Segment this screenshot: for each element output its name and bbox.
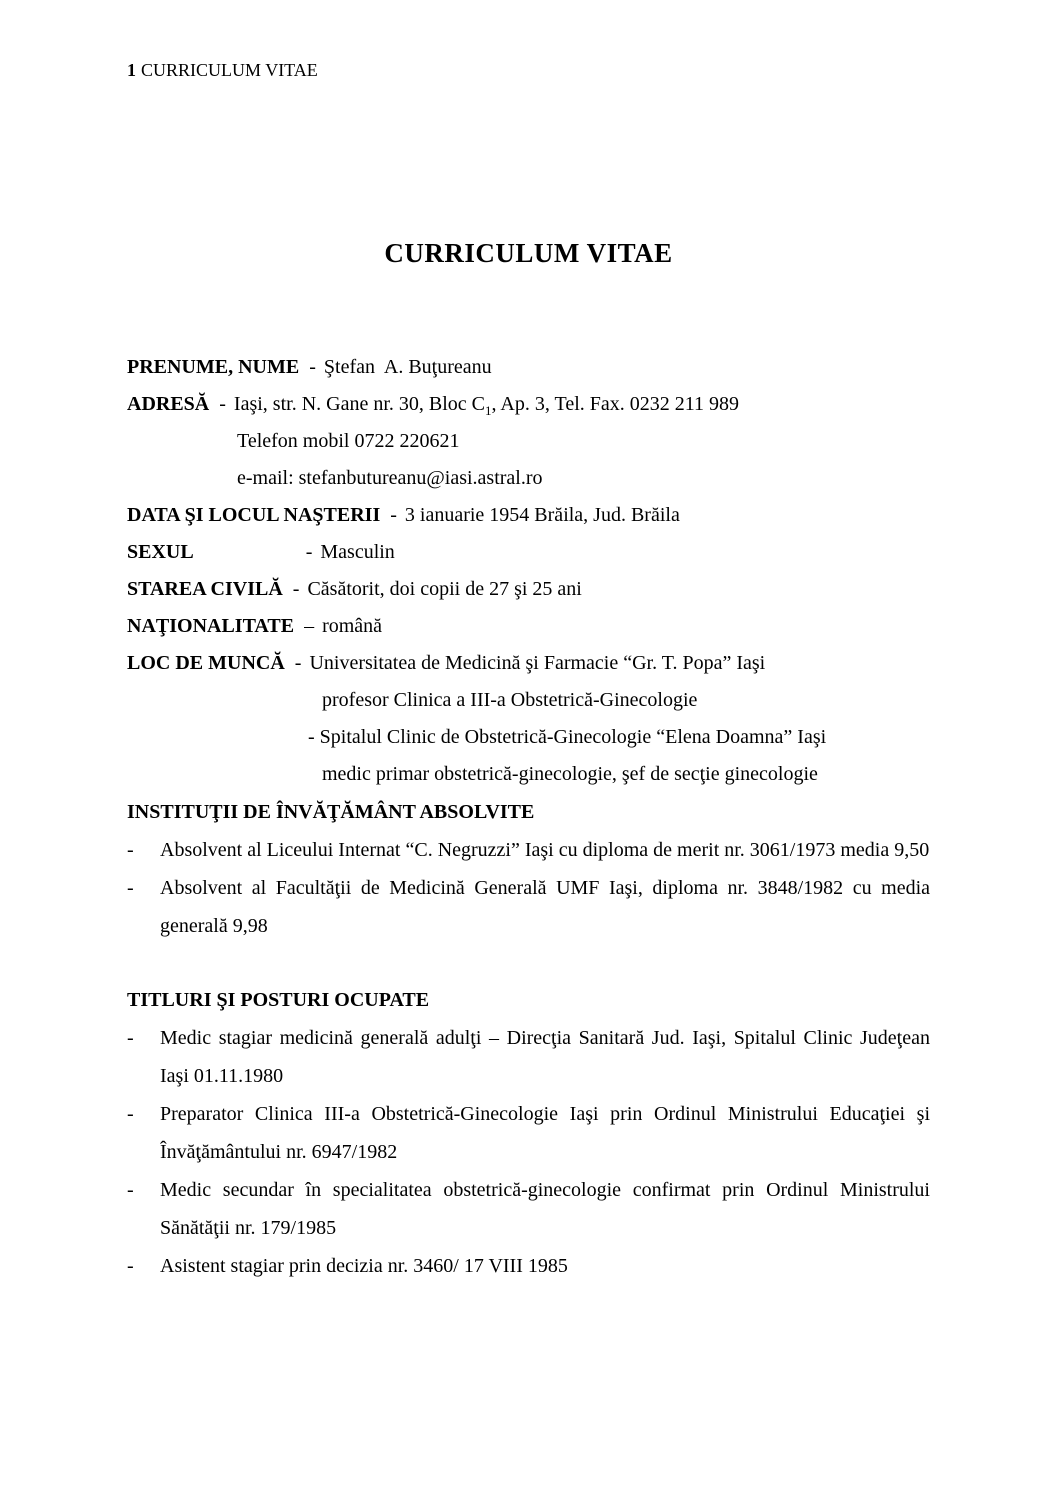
field-line-starea-civila [127, 571, 930, 608]
field-label: SEXUL [127, 541, 194, 563]
page-header [127, 58, 930, 82]
field-separator: - [390, 504, 397, 526]
field-separator: - [309, 356, 316, 378]
bullet-dash: - [127, 877, 134, 899]
bullet-item [127, 831, 930, 869]
bullet-dash: - [127, 1179, 134, 1201]
field-label: LOC DE MUNCĂ [127, 652, 285, 674]
field-separator: - [294, 652, 302, 674]
field-separator: – [304, 615, 315, 637]
field-label: ADRESĂ [127, 393, 210, 415]
section-titluri [127, 981, 930, 1285]
field-separator: - [305, 541, 313, 563]
field-adresa-email-line: e-mail: stefanbutureanu@iasi.astral.ro [237, 467, 543, 489]
subscript-1: 1 [485, 403, 492, 418]
field-value: Universitatea de Medicină şi Farmacie “Gr. T. Popa” Iaşi [309, 652, 766, 674]
bullet-item [127, 1171, 930, 1247]
field-value [233, 393, 740, 418]
bullet-dash: - [127, 839, 134, 861]
field-adresa-phone-line: Telefon mobil 0722 220621 [237, 430, 460, 452]
field-value: română [322, 615, 383, 637]
header-running-title: CURRICULUM VITAE [141, 60, 318, 80]
bullet-item [127, 1247, 930, 1285]
field-label: NAŢIONALITATE [127, 615, 295, 637]
field-value: Masculin [320, 541, 395, 563]
field-value: Căsătorit, doi copii de 27 şi 25 ani [307, 578, 582, 600]
personal-info-section [127, 349, 930, 793]
field-loc-munca-line-medic: medic primar obstetrică-ginecologie, şef de secţie ginecologie [322, 763, 818, 785]
address-text-rest: , Ap. 3, Tel. Fax. 0232 211 989 [491, 393, 740, 415]
bullet-item [127, 869, 930, 945]
page-number: 1 [127, 60, 136, 80]
field-line-loc-de-munca [127, 645, 930, 682]
bullet-dash: - [127, 1027, 134, 1049]
bullet-item [127, 1095, 930, 1171]
bullet-item [127, 1019, 930, 1095]
field-label: PRENUME, NUME [127, 356, 300, 378]
field-line-sexul [127, 534, 930, 571]
section-institutii [127, 793, 930, 945]
field-separator: - [219, 393, 226, 415]
field-label: STAREA CIVILĂ [127, 578, 283, 600]
field-value: Ştefan A. Buţureanu [323, 356, 492, 378]
cv-document-page [127, 58, 930, 1285]
field-line-nationalitate [127, 608, 930, 645]
field-loc-munca-line-profesor: profesor Clinica a III-a Obstetrică-Ginecologie [322, 689, 698, 711]
section-heading-institutii: INSTITUŢII DE ÎNVĂŢĂMÂNT ABSOLVITE [127, 801, 535, 823]
field-separator: - [292, 578, 300, 600]
section-heading-titluri: TITLURI ŞI POSTURI OCUPATE [127, 989, 430, 1011]
field-value: 3 ianuarie 1954 Brăila, Jud. Brăila [404, 504, 680, 526]
field-loc-munca-line-spital: - Spitalul Clinic de Obstetrică-Ginecologie “Elena Doamna” Iaşi [308, 726, 827, 748]
bullet-dash: - [127, 1255, 134, 1277]
bullet-text: Asistent stagiar prin decizia nr. 3460/ 17 VIII 1985 [160, 1255, 568, 1277]
bullet-text: Preparator Clinica III-a Obstetrică-Ginecologie Iaşi prin Ordinul Ministrului Educaţiei şi Învăţământului nr. 6947/1982 [160, 1103, 930, 1163]
bullet-text: Absolvent al Liceului Internat “C. Negruzzi” Iaşi cu diploma de merit nr. 3061/1973 media 9,50 [160, 839, 930, 861]
bullet-text: Medic secundar în specialitatea obstetrică-ginecologie confirmat prin Ordinul Ministrului Sănătăţii nr. 179/1985 [160, 1179, 930, 1239]
bullet-text: Absolvent al Facultăţii de Medicină Generală UMF Iaşi, diploma nr. 3848/1982 cu media generală 9,98 [160, 877, 930, 937]
bullet-text: Medic stagiar medicină generală adulţi – Direcţia Sanitară Jud. Iaşi, Spitalul Clinic Judeţean Iaşi 01.11.1980 [160, 1027, 930, 1087]
field-line-adresa [127, 386, 930, 423]
field-label: DATA ŞI LOCUL NAŞTERII [127, 504, 381, 526]
field-line-data-nasterii [127, 497, 930, 534]
bullet-dash: - [127, 1103, 134, 1125]
address-text: Iaşi, str. N. Gane nr. 30, Bloc C [233, 393, 486, 415]
document-title: CURRICULUM VITAE [384, 238, 673, 268]
field-line-prenume-nume [127, 349, 930, 386]
